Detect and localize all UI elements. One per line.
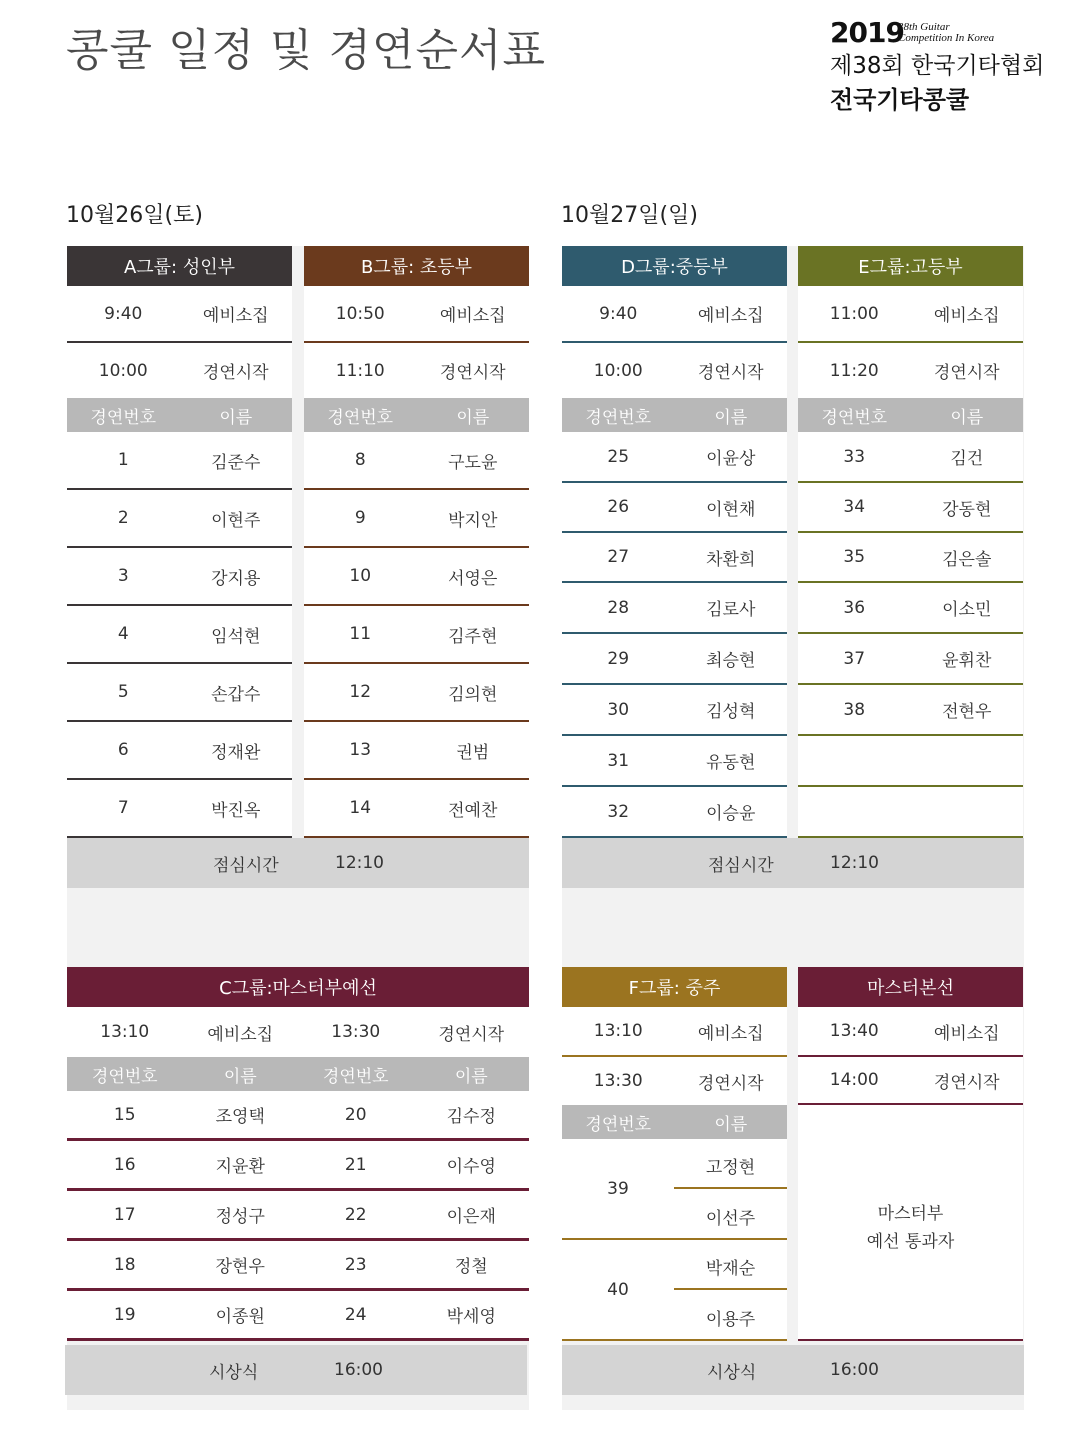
group-b-header: B그룹: 초등부: [304, 246, 529, 286]
entry-name: 김주현: [448, 626, 498, 647]
entry-name: 임석현: [211, 626, 261, 647]
entry-name: 손갑수: [211, 684, 261, 705]
table-row: [67, 1291, 529, 1341]
col-name: 이름: [219, 407, 253, 428]
entry-number: 27: [607, 547, 630, 567]
team-member: 이선주: [705, 1209, 756, 1229]
table-row: [67, 432, 292, 490]
entry-name: 전예찬: [448, 800, 498, 821]
entry-number: 16: [113, 1154, 136, 1175]
group-d-start-row: [562, 343, 787, 398]
col-name: 이름: [714, 407, 748, 428]
master-final-header: 마스터본선: [798, 967, 1023, 1007]
start-time: 11:20: [829, 360, 879, 381]
start-label: 경연시작: [697, 363, 764, 383]
logo-line2: 제38회 한국기타협회: [830, 53, 1045, 79]
entry-number: 4: [117, 624, 129, 644]
group-a-column-header: [67, 398, 292, 432]
day2-lunch-bar: [562, 838, 1024, 888]
group-c-table: [67, 967, 529, 1341]
table-row: [562, 432, 787, 483]
entry-number: 21: [344, 1154, 367, 1175]
team-number: 39: [607, 1179, 629, 1199]
start-time: 13:30: [331, 1022, 381, 1042]
entry-name: 김건: [950, 449, 984, 469]
table-row-empty: [798, 787, 1023, 838]
table-row: [67, 722, 292, 780]
start-label: 경연시작: [933, 363, 1000, 383]
entry-number: 25: [607, 446, 630, 467]
day2-date: 10월27일(일): [561, 203, 698, 228]
entry-number: 5: [117, 682, 129, 702]
logo-line3: 전국기타콩쿨: [830, 86, 970, 114]
start-label: 경연시작: [439, 363, 506, 383]
entry-number: 14: [349, 798, 372, 818]
gather-label: 예비소집: [202, 306, 269, 326]
entry-name: 박세영: [446, 1307, 496, 1327]
table-row: [304, 606, 529, 664]
entry-name: 구도윤: [448, 452, 498, 473]
entry-number: 31: [607, 750, 630, 771]
table-row: [304, 664, 529, 722]
gather-label: 예비소집: [207, 1024, 274, 1045]
table-row: [67, 1191, 529, 1241]
gather-time: 13:10: [100, 1022, 150, 1042]
entry-name: 이은재: [446, 1207, 496, 1227]
entry-name: 박진옥: [211, 800, 261, 821]
entry-number: 6: [117, 740, 129, 760]
start-label: 경연시작: [697, 1073, 764, 1094]
gather-label: 예비소집: [439, 306, 506, 326]
group-b-table: [304, 246, 529, 838]
logo-english: [898, 22, 994, 44]
entry-number: 11: [349, 624, 372, 644]
day2-awards-bar: [562, 1345, 1024, 1395]
entry-name: 김성혁: [706, 702, 756, 722]
group-e-table: [798, 246, 1023, 838]
awards-label: 시상식: [209, 1362, 259, 1383]
entry-name: 전현우: [942, 702, 992, 722]
table-row: [562, 736, 787, 787]
entry-number: 32: [607, 801, 630, 822]
lunch-label: 점심시간: [213, 855, 279, 876]
entry-name: 이현주: [211, 510, 261, 531]
entry-number: 17: [113, 1204, 136, 1225]
awards-time: 16:00: [830, 1360, 879, 1380]
entry-name: 지윤환: [215, 1157, 265, 1177]
group-e-column-header: [798, 398, 1023, 432]
entry-number: 3: [117, 566, 129, 586]
entry-name: 정성구: [215, 1207, 265, 1227]
start-time: 10:00: [98, 360, 148, 381]
col-name: 이름: [454, 1066, 488, 1087]
start-label: 경연시작: [933, 1072, 1000, 1093]
entry-name: 정재완: [211, 742, 261, 763]
group-b-column-header: [304, 398, 529, 432]
col-number: 경연번호: [585, 1114, 652, 1135]
group-c-time-row: [67, 1007, 529, 1057]
col-number: 경연번호: [90, 407, 157, 428]
group-a-table: [67, 246, 292, 838]
gather-time: 11:00: [829, 303, 879, 324]
team-row: [562, 1139, 787, 1240]
gather-label: 예비소집: [933, 1023, 1000, 1044]
logo-english-line1: 38th Guitar: [898, 21, 950, 33]
entry-name: 정철: [454, 1257, 488, 1277]
group-e-gather-row: [798, 286, 1023, 343]
entry-name: 이종원: [215, 1307, 265, 1327]
table-row: [562, 787, 787, 838]
start-label: 경연시작: [202, 363, 269, 383]
table-row: [304, 548, 529, 606]
entry-number: 20: [344, 1104, 367, 1125]
col-number: 경연번호: [585, 407, 652, 428]
entry-number: 35: [843, 547, 866, 567]
entry-number: 13: [349, 740, 372, 760]
entry-number: 33: [843, 446, 866, 467]
entry-name: 강동현: [942, 499, 992, 520]
entry-name: 김준수: [211, 452, 261, 473]
gather-label: 예비소집: [697, 306, 764, 326]
gather-time: 9:40: [599, 303, 638, 324]
table-row: [562, 533, 787, 583]
team-member: 고정현: [705, 1158, 756, 1178]
day1-date: 10월26일(토): [66, 203, 203, 228]
table-row: [798, 533, 1023, 583]
entry-name: 이현채: [706, 499, 756, 520]
table-row: [67, 490, 292, 548]
entry-number: 29: [607, 648, 630, 669]
logo-english-line2: Competition In Korea: [898, 32, 995, 44]
group-b-rows: [304, 432, 529, 838]
entry-name: 이수영: [446, 1157, 496, 1177]
col-name: 이름: [456, 407, 490, 428]
entry-name: 차환희: [706, 549, 756, 570]
team-member: 박재순: [705, 1259, 756, 1279]
table-row: [798, 685, 1023, 736]
gather-time: 9:40: [104, 303, 143, 324]
group-d-column-header: [562, 398, 787, 432]
table-row: [798, 483, 1023, 533]
col-number: 경연번호: [327, 407, 394, 428]
group-c-header: C그룹:마스터부예선: [67, 967, 529, 1007]
entry-number: 19: [113, 1304, 136, 1325]
entry-name: 이승윤: [706, 804, 756, 824]
table-row: [304, 780, 529, 838]
entry-number: 23: [344, 1254, 367, 1275]
master-note-line2: 예선 통과자: [866, 1232, 955, 1252]
awards-label: 시상식: [707, 1362, 757, 1383]
entry-name: 서영은: [448, 568, 498, 589]
table-row: [562, 634, 787, 685]
col-name: 이름: [950, 407, 984, 428]
table-row: [67, 548, 292, 606]
col-number: 경연번호: [322, 1066, 389, 1087]
page-title: 콩쿨 일정 및 경연순서표: [66, 25, 546, 76]
group-d-header: D그룹:중등부: [562, 246, 787, 286]
entry-number: 10: [349, 566, 372, 586]
entry-name: 장현우: [215, 1257, 265, 1277]
entry-name: 김의현: [448, 684, 498, 705]
table-row-empty: [798, 736, 1023, 787]
table-row: [67, 1091, 529, 1141]
master-start-row: [798, 1057, 1023, 1105]
group-f-header: F그룹: 중주: [562, 967, 787, 1007]
entry-number: 15: [113, 1104, 136, 1125]
start-time: 10:00: [593, 360, 643, 381]
entry-name: 김로사: [706, 600, 756, 620]
group-d-gather-row: [562, 286, 787, 343]
table-row: [798, 634, 1023, 685]
table-row: [562, 483, 787, 533]
entry-name: 유동현: [706, 753, 756, 773]
group-f-start-row: [562, 1057, 787, 1105]
entry-name: 권범: [456, 742, 490, 763]
group-d-table: [562, 246, 787, 838]
group-f-gather-row: [562, 1007, 787, 1057]
gather-time: 13:10: [593, 1021, 643, 1041]
gather-label: 예비소집: [933, 306, 1000, 326]
table-row: [67, 664, 292, 722]
entry-number: 2: [117, 508, 129, 528]
col-number: 경연번호: [91, 1066, 158, 1087]
entry-number: 28: [607, 597, 630, 618]
group-b-gather-row: [304, 286, 529, 343]
entry-number: 1: [117, 450, 129, 470]
entry-name: 김수정: [446, 1107, 496, 1127]
col-name: 이름: [223, 1066, 257, 1087]
team-divider: [674, 1288, 787, 1290]
entry-name: 윤휘찬: [942, 651, 992, 671]
group-f-table: [562, 967, 787, 1341]
table-row: [304, 722, 529, 780]
entry-name: 이윤상: [706, 449, 756, 469]
group-a-header: A그룹: 성인부: [67, 246, 292, 286]
awards-time: 16:00: [334, 1360, 383, 1380]
entry-number: 8: [354, 450, 366, 470]
entry-number: 12: [349, 682, 372, 702]
entry-number: 24: [344, 1304, 367, 1325]
team-member: 이용주: [705, 1310, 756, 1330]
lunch-time: 12:10: [830, 853, 879, 873]
entry-number: 7: [117, 798, 129, 818]
entry-number: 38: [843, 699, 866, 720]
master-note-cell: [798, 1105, 1023, 1341]
team-number: 40: [607, 1280, 629, 1300]
entry-number: 30: [607, 699, 630, 720]
table-row: [304, 432, 529, 490]
entry-name: 이소민: [942, 600, 992, 620]
table-row: [798, 432, 1023, 483]
competition-logo: [830, 16, 1044, 115]
day1-lunch-bar: [67, 838, 529, 888]
lunch-time: 12:10: [335, 853, 384, 873]
gather-label: 예비소집: [697, 1023, 764, 1044]
group-c-column-header: [67, 1057, 529, 1091]
team-row: [562, 1240, 787, 1341]
entry-name: 강지용: [211, 568, 261, 589]
entry-number: 26: [607, 497, 630, 517]
entry-name: 조영택: [215, 1107, 265, 1127]
group-a-start-row: [67, 343, 292, 398]
day1-awards-bar: [65, 1345, 527, 1395]
table-row: [562, 583, 787, 634]
group-a-gather-row: [67, 286, 292, 343]
logo-year: 2019: [830, 16, 904, 49]
group-e-header: E그룹:고등부: [798, 246, 1023, 286]
entry-number: 36: [843, 597, 866, 618]
table-row: [304, 490, 529, 548]
col-name: 이름: [714, 1114, 748, 1135]
start-time: 14:00: [829, 1070, 879, 1090]
lunch-label: 점심시간: [708, 855, 774, 876]
group-a-rows: [67, 432, 292, 838]
master-note-line1: 마스터부: [877, 1204, 944, 1224]
entry-number: 18: [113, 1254, 136, 1275]
col-number: 경연번호: [821, 407, 888, 428]
group-e-start-row: [798, 343, 1023, 398]
start-time: 11:10: [335, 360, 385, 381]
gather-time: 10:50: [335, 303, 385, 324]
table-row: [67, 780, 292, 838]
table-row: [67, 1141, 529, 1191]
table-row: [67, 606, 292, 664]
entry-number: 22: [344, 1204, 367, 1225]
gather-time: 13:40: [829, 1021, 879, 1041]
table-row: [67, 1241, 529, 1291]
team-divider: [674, 1187, 787, 1189]
group-f-column-header: [562, 1105, 787, 1139]
group-b-start-row: [304, 343, 529, 398]
start-time: 13:30: [593, 1071, 643, 1091]
entry-name: 박지안: [448, 510, 498, 531]
entry-name: 최승현: [706, 651, 756, 671]
entry-number: 9: [354, 508, 366, 528]
entry-name: 김은솔: [942, 549, 992, 570]
start-label: 경연시작: [438, 1024, 505, 1045]
entry-number: 34: [843, 497, 866, 517]
entry-number: 37: [843, 648, 866, 669]
table-row: [562, 685, 787, 736]
table-row: [798, 583, 1023, 634]
master-final-table: [798, 967, 1023, 1341]
master-gather-row: [798, 1007, 1023, 1057]
